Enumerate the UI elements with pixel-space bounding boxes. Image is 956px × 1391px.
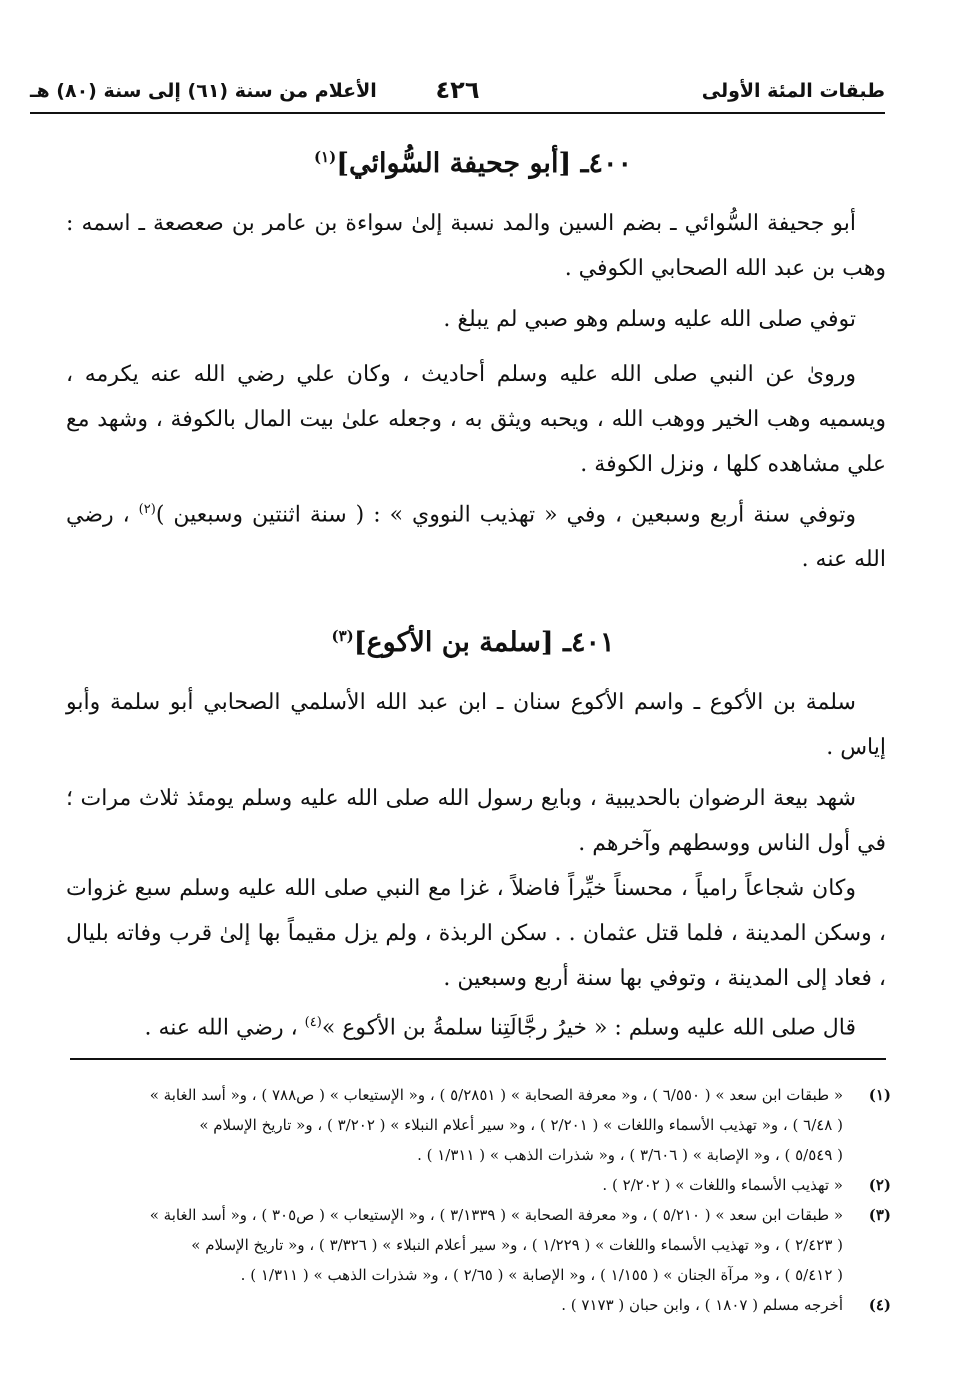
running-header <box>30 68 885 108</box>
footnote-line: ( ٦/٤٨ ) ، و« تهذيب الأسماء واللغات » ( ٢/٢٠١ ) ، و« سير أعلام النبلاء » ( ٣/٢٠٢ ) ، و« تاريخ الإسلام » <box>199 1116 843 1134</box>
section-range: الأعلام من سنة (٦١) إلى سنة (٨٠) هـ <box>30 80 377 102</box>
footnote-number: (٣) <box>868 1206 891 1224</box>
footnote-divider <box>70 1058 886 1060</box>
paragraph <box>66 1000 886 1050</box>
header-divider <box>30 112 885 114</box>
footnotes <box>66 1080 891 1320</box>
footnote-ref: (١) <box>313 148 337 166</box>
paragraph: أبو جحيفة السُّوائي ـ بضم السين والمد نسبة إلىٰ سواءة بن عامر بن صعصعة ـ اسمه : وهب بن عبد الله الصحابي الكوفي . <box>66 211 886 281</box>
footnote-line: ( ٢/٤٢٣ ) ، و« تهذيب الأسماء واللغات » ( ١/٢٢٩ ) ، و« سير أعلام النبلاء » ( ٣/٣٢٦ ) ، و« تاريخ الإسلام » <box>191 1236 843 1254</box>
footnote <box>66 1080 891 1170</box>
footnote-ref: (٤) <box>304 1015 322 1030</box>
entry-title-text: ٤٠٠ـ [أبو جحيفة السُّوائي] <box>336 148 633 179</box>
footnote-ref: (٢) <box>138 502 156 517</box>
footnote-line: ( ٥/٥٤٩ ) ، و« الإصابة » ( ٣/٦٠٦ ) ، و« شذرات الذهب » ( ١/٣١١ ) . <box>417 1146 843 1164</box>
footnote-line: « تهذيب الأسماء واللغات » ( ٢/٢٠٢ ) . <box>602 1176 843 1194</box>
footnote-ref: (٣) <box>331 627 354 645</box>
footnote-line: ( ٥/٤١٢ ) ، و« مرآة الجنان » ( ١/١٥٥ ) ، و« الإصابة » ( ٢/٦٥ ) ، و« شذرات الذهب » ( ١/٣١١ ) . <box>240 1266 843 1284</box>
paragraph: سلمة بن الأكوع ـ واسم الأكوع سنان ـ ابن عبد الله الأسلمي الصحابي أبو سلمة وأبو إياس . <box>66 690 886 760</box>
entry-title <box>60 148 886 179</box>
footnote-line: « طبقات ابن سعد » ( ٦/٥٥٠ ) ، و« معرفة الصحابة » ( ٥/٢٨٥١ ) ، و« الإستيعاب » ( ص٧٨٨ ) ، و« أسد الغابة » <box>149 1086 843 1104</box>
entry-title <box>60 627 886 658</box>
footnote <box>66 1200 891 1290</box>
footnote-number: (١) <box>868 1086 891 1104</box>
footnote-line: أخرجه مسلم ( ١٨٠٧ ) ، وابن حبان ( ٧١٧٣ ) . <box>561 1296 843 1314</box>
footnote-number: (٢) <box>868 1176 891 1194</box>
paragraph: شهد بيعة الرضوان بالحديبية ، وبايع رسول الله صلى الله عليه وسلم يومئذ ثلاث مرات ؛ في أول الناس ووسطهم وآخرهم . <box>66 786 886 856</box>
book-title: طبقات المئة الأولى <box>701 80 885 102</box>
paragraph-text: ، رضي الله عنه . <box>144 1015 305 1041</box>
footnote-line: « طبقات ابن سعد » ( ٥/٢١٠ ) ، و« معرفة الصحابة » ( ٣/١٣٣٩ ) ، و« الإستيعاب » ( ص٣٠٥ ) ، و« أسد الغابة » <box>149 1206 843 1224</box>
paragraph-text: وتوفي سنة أربع وسبعين ، وفي « تهذيب النووي » : ( سنة اثنتين وسبعين ) <box>155 502 857 528</box>
paragraph: توفي صلى الله عليه وسلم وهو صبي لم يبلغ . <box>443 307 856 332</box>
paragraph: وكان شجاعاً رامياً ، محسناً خيِّراً فاضلاً ، غزا مع النبي صلى الله عليه وسلم سبع غزوات ، وسكن المدينة ، فلما قتل عثمان . . سكن الربذة ، ولم يزل مقيماً بها إلىٰ قرب وفاته بليال ، فعاد إلى المدينة ، وتوفي بها سنة أربع وسبعين . <box>66 876 886 991</box>
footnote <box>66 1170 891 1200</box>
paragraph-text: قال صلى الله عليه وسلم : « خيرُ رجَّالَتِنا سلمةُ بن الأكوع » <box>321 1015 856 1041</box>
paragraph-text: ، رضي الله عنه . <box>66 502 886 573</box>
page-number: ٤٢٦ <box>435 76 480 104</box>
footnote <box>66 1290 891 1320</box>
paragraph <box>66 487 886 582</box>
paragraph: ورویٰ عن النبي صلى الله عليه وسلم أحاديث ، وكان علي رضي الله عنه يكرمه ، ويسميه وهب الخير ووهب الله ، ويحبه ويثق به ، وجعله علىٰ بيت المال بالكوفة ، وشهد مع علي مشاهده كلها ، ونزل الكوفة . <box>66 362 886 477</box>
entry-title-text: ٤٠١ـ [سلمة بن الأكوع] <box>353 627 615 658</box>
footnote-number: (٤) <box>868 1296 891 1314</box>
